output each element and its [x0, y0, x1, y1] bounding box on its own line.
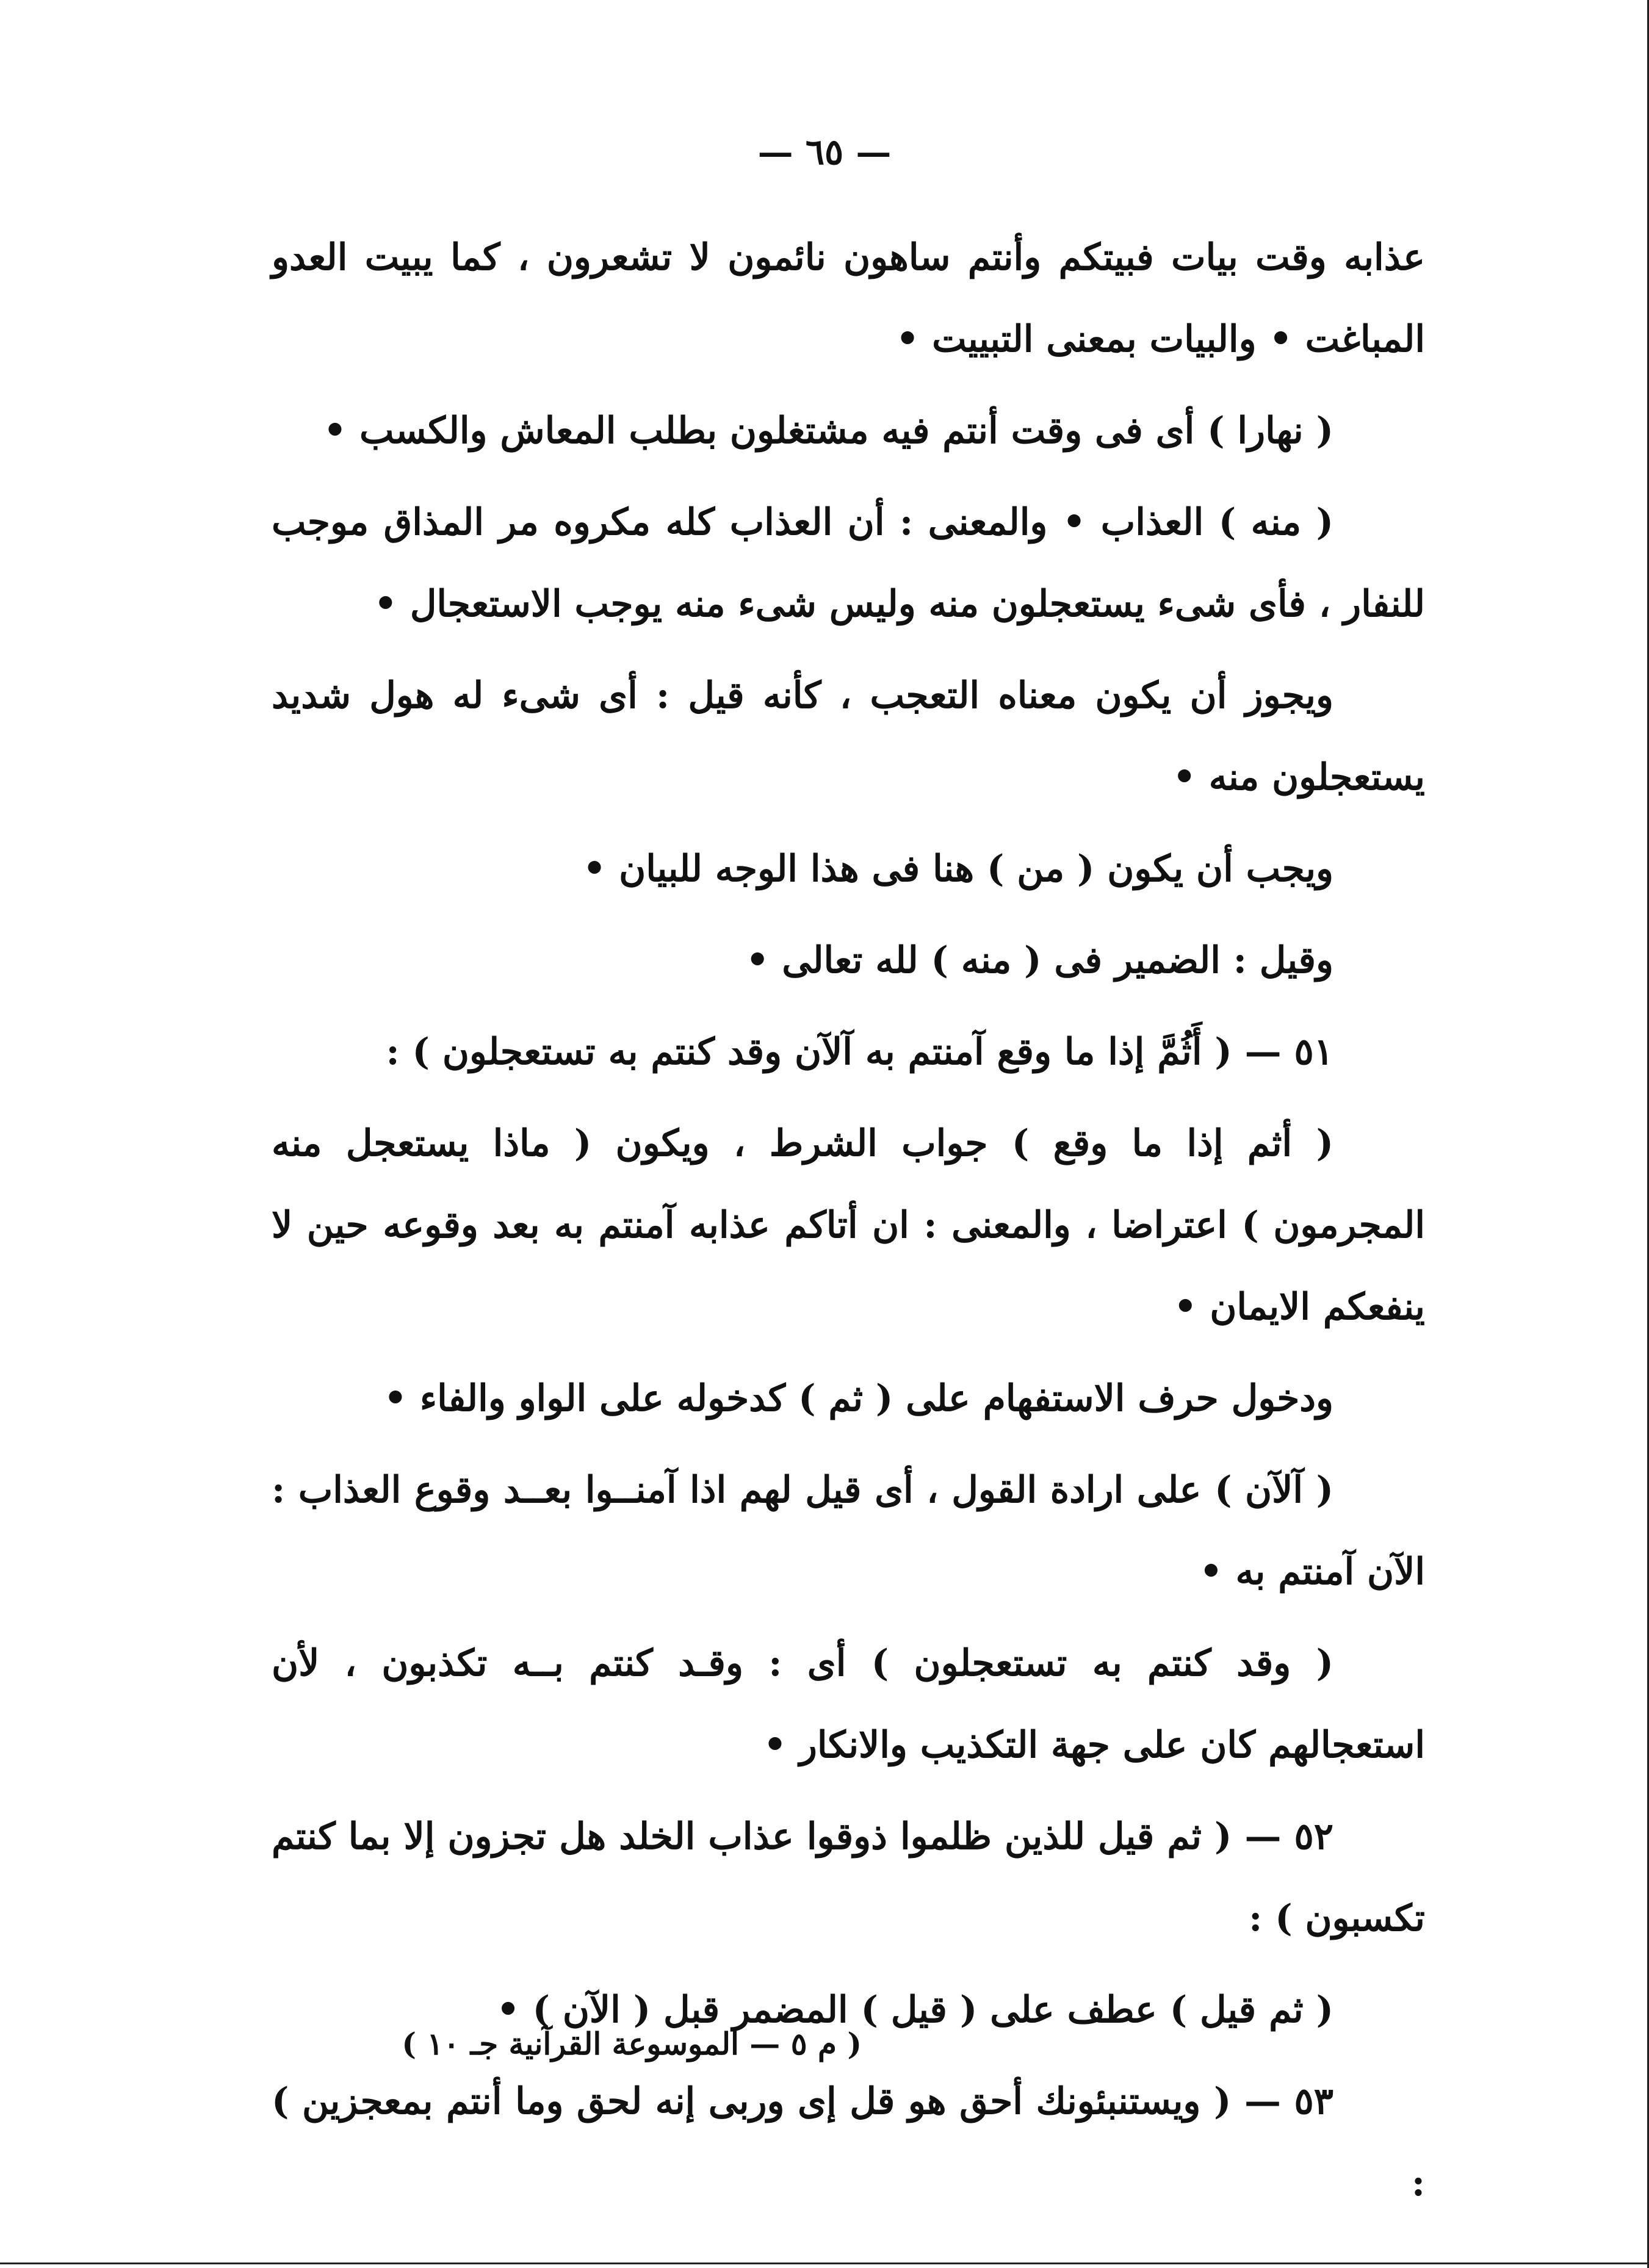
page-number: — ٦٥ —	[757, 131, 892, 173]
paragraph: ( نهارا ) أى فى وقت أنتم فيه مشتغلون بطلب المعاش والكسب •	[323, 409, 1333, 452]
paragraph: وقيل : الضمير فى ( منه ) لله تعالى •	[746, 939, 1333, 982]
paragraph: عذابه وقت بيات فبيتكم وأنتم ساهون نائمون لا تشعرون ، كما يبيت العدو المباغت • والبيات بمعنى التبييت •	[272, 236, 1425, 361]
page-footer: ( م ٥ — الموسوعة القرآنية جـ ١٠ )	[402, 2026, 862, 2062]
paragraph: ( منه ) العذاب • والمعنى : أن العذاب كله مكروه مر المذاق موجب للنفار ، فأى شىء يستعجلون منه وليس شىء منه يوجب الاستعجال •	[272, 501, 1425, 625]
paragraph: ٥١ — ( أَثُمَّ إذا ما وقع آمنتم به آلآن وقد كنتم به تستعجلون ) :	[386, 1031, 1333, 1073]
paragraph: ( وقد كنتم به تستعجلون ) أى : وقـد كنتم بــه تكذبون ، لأن استعجالهم كان على جهة التكذيب والانكار •	[272, 1642, 1425, 1766]
scan-border-bottom	[0, 2263, 1649, 2264]
paragraph: ( ثم قيل ) عطف على ( قيل ) المضمر قبل ( الآن ) •	[496, 1989, 1333, 2031]
paragraph: ودخول حرف الاستفهام على ( ثم ) كدخوله على الواو والفاء •	[383, 1377, 1333, 1420]
text-body	[272, 217, 1425, 2234]
paragraph: ويجوز أن يكون معناه التعجب ، كأنه قيل : أى شىء له هول شديد يستعجلون منه •	[272, 674, 1425, 799]
paragraph: ( أثم إذا ما وقع ) جواب الشرط ، ويكون ( ماذا يستعجل منه المجرمون ) اعتراضا ، والمعنى : ان أتاكم عذابه آمنتم به بعد وقوعه حين لا ينفعكم الايمان •	[272, 1122, 1425, 1328]
paragraph: ٥٣ — ( ويستنبئونك أحق هو قل إى وربى إنه لحق وما أنتم بمعجزين ) :	[272, 2080, 1425, 2205]
paragraph: ويجب أن يكون ( من ) هنا فى هذا الوجه للبيان •	[582, 848, 1333, 890]
paragraph: ( آلآن ) على ارادة القول ، أى قيل لهم اذا آمنــوا بعــد وقوع العذاب : الآن آمنتم به •	[272, 1469, 1425, 1593]
paragraph: ٥٢ — ( ثم قيل للذين ظلموا ذوقوا عذاب الخلد هل تجزون إلا بما كنتم تكسبون ) :	[272, 1815, 1425, 1940]
